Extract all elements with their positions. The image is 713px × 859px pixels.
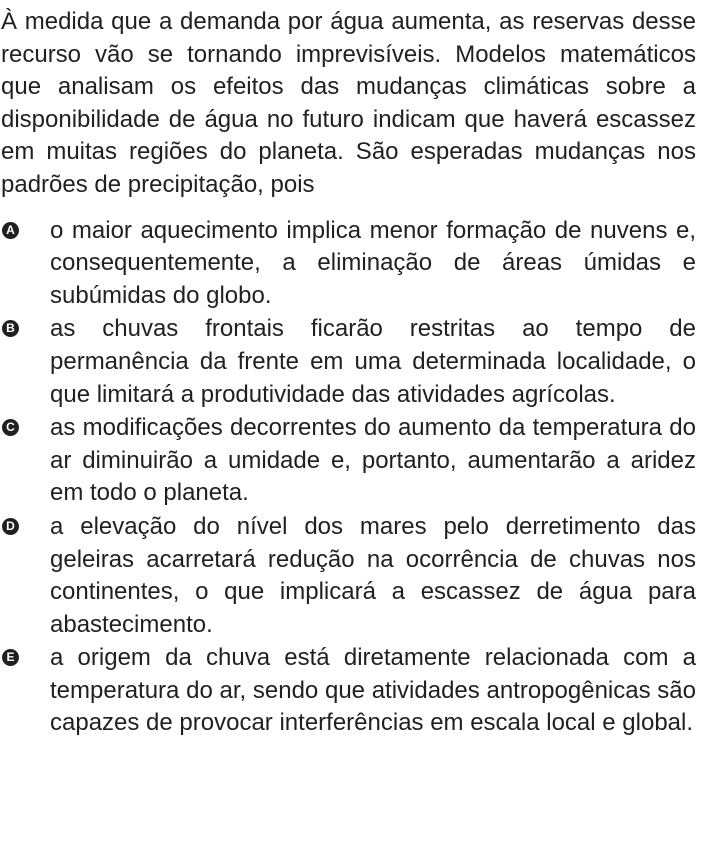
option-text: as modificações decorrentes do aumento da temperatura do ar diminuirão a umidade e, portanto, aumentarão a aridez em todo o planeta. [50, 414, 696, 507]
answer-option-d[interactable] [1, 511, 696, 641]
answer-option-c[interactable] [1, 412, 696, 510]
option-letter-badge: E [2, 649, 19, 666]
answer-option-a[interactable] [1, 215, 696, 313]
question-stem: À medida que a demanda por água aumenta, as reservas desse recurso vão se tornando imprevisíveis. Modelos matemáticos que analisam os efeitos das mudanças climáticas sobre a disponibilidade de água no futuro indicam que haverá escassez em muitas regiões do planeta. São esperadas mudanças nos padrões de precipitação, pois [1, 8, 696, 198]
option-letter-badge: C [2, 419, 19, 436]
answer-option-e[interactable] [1, 642, 696, 740]
option-text: a elevação do nível dos mares pelo derretimento das geleiras acarretará redução na ocorrência de chuvas nos continentes, o que implicará a escassez de água para abastecimento. [50, 512, 696, 638]
answer-options-list [1, 215, 696, 741]
option-text: as chuvas frontais ficarão restritas ao tempo de permanência da frente em uma determinada localidade, o que limitará a produtividade das atividades agrícolas. [50, 315, 696, 408]
answer-option-b[interactable] [1, 313, 696, 411]
option-letter-badge: D [2, 518, 19, 535]
option-text: o maior aquecimento implica menor formação de nuvens e, consequentemente, a eliminação de áreas úmidas e subúmidas do globo. [50, 216, 696, 309]
option-letter-badge: A [2, 222, 19, 239]
option-letter-badge: B [2, 320, 19, 337]
option-text: a origem da chuva está diretamente relacionada com a temperatura do ar, sendo que atividades antropogênicas são capazes de provocar interferências em escala local e global. [50, 644, 696, 737]
